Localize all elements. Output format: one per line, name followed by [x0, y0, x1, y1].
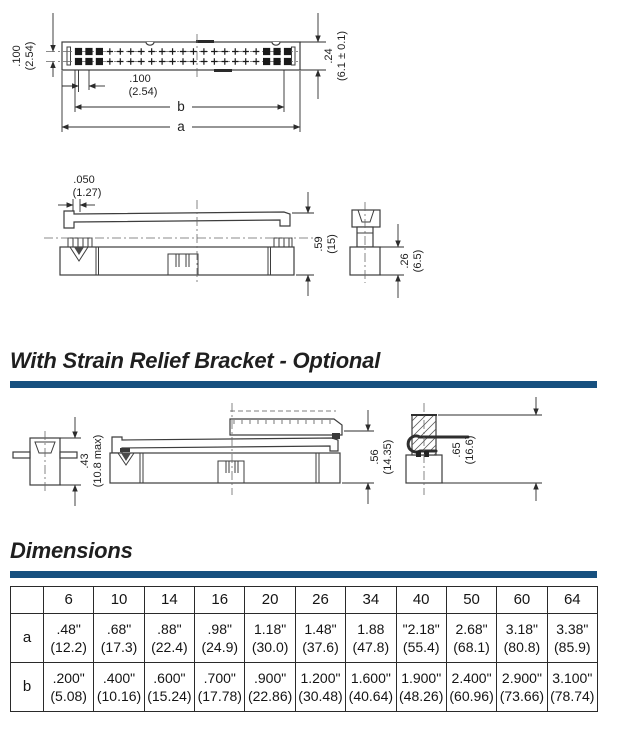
- col-header: 16: [195, 587, 245, 614]
- dim-side-height-mm: (15): [326, 234, 338, 254]
- table-header-row: [11, 587, 598, 614]
- table-cell: 1.200" (30.48): [295, 663, 345, 712]
- table-cell: "2.18" (55.4): [396, 614, 446, 663]
- dim-bracket-height: [60, 417, 104, 506]
- accent-bar-strain-relief: [10, 381, 597, 388]
- col-header: 50: [446, 587, 496, 614]
- dim-pitch-h-mm: (2.54): [128, 86, 158, 98]
- bracket-end-view-left: [13, 431, 77, 492]
- dim-bracket-mm: (10.8 max): [92, 434, 104, 488]
- dim-offset-mm: (1.27): [72, 187, 102, 199]
- col-header: 34: [346, 587, 396, 614]
- dim-key-in: .26: [399, 253, 411, 269]
- row-label: b: [11, 663, 44, 712]
- col-header: 64: [547, 587, 597, 614]
- table-cell: 3.100" (78.74): [547, 663, 597, 712]
- dim-pitch-h-in: .100: [129, 73, 151, 85]
- dim-row-pitch-vertical: [11, 13, 53, 77]
- col-header: 10: [94, 587, 144, 614]
- table-cell: 1.88 (47.8): [346, 614, 396, 663]
- dim-side-height: [292, 192, 338, 296]
- connector-side-view: [44, 200, 318, 284]
- table-cell: .700" (17.78): [195, 663, 245, 712]
- table-cell: 3.38" (85.9): [547, 614, 597, 663]
- table-row-b: [11, 663, 598, 712]
- table-cell: .68" (17.3): [94, 614, 144, 663]
- table-corner-cell: [11, 587, 44, 614]
- dim-a-label: a: [177, 119, 185, 134]
- dim-offset: [58, 174, 101, 212]
- table-cell: 3.18" (80.8): [497, 614, 547, 663]
- dim-overall-height: [438, 397, 542, 501]
- accent-bar-dimensions: [10, 571, 597, 578]
- col-header: 60: [497, 587, 547, 614]
- dim-assembled-height: [342, 410, 394, 504]
- table-cell: 1.18" (30.0): [245, 614, 295, 663]
- col-header: 20: [245, 587, 295, 614]
- col-header: 14: [144, 587, 194, 614]
- table-row-a: [11, 614, 598, 663]
- dimensions-table: [10, 586, 598, 712]
- dim-pitch-v-in: .100: [11, 45, 23, 67]
- connector-body-top-view: [46, 34, 300, 80]
- col-header: 40: [396, 587, 446, 614]
- connector-with-cable-side-view: [110, 403, 342, 495]
- dim-assembled-mm: (14.35): [382, 439, 394, 475]
- dim-bracket-in: .43: [79, 453, 91, 469]
- strain-relief-drawing: [0, 395, 627, 540]
- dim-key-mm: (6.5): [412, 249, 424, 273]
- col-header: 6: [44, 587, 94, 614]
- dim-col-pitch-horizontal: [62, 70, 157, 98]
- table-cell: .88" (22.4): [144, 614, 194, 663]
- keying-plug-end-view: [350, 202, 380, 283]
- row-label: a: [11, 614, 44, 663]
- col-header: 26: [295, 587, 345, 614]
- table-cell: 1.900" (48.26): [396, 663, 446, 712]
- dim-assembled-in: .56: [369, 449, 381, 465]
- dim-key-height: [380, 224, 424, 298]
- table-cell: .600" (15.24): [144, 663, 194, 712]
- table-cell: 1.48" (37.6): [295, 614, 345, 663]
- dim-height-in: .24: [323, 48, 335, 64]
- strain-relief-heading: With Strain Relief Bracket - Optional: [10, 348, 381, 373]
- table-cell: 2.900" (73.66): [497, 663, 547, 712]
- table-cell: .98" (24.9): [195, 614, 245, 663]
- table-cell: .48" (12.2): [44, 614, 94, 663]
- table-cell: .400" (10.16): [94, 663, 144, 712]
- table-cell: 2.400" (60.96): [446, 663, 496, 712]
- dim-height-mm: (6.1 ± 0.1): [336, 30, 348, 82]
- dim-side-height-in: .59: [313, 236, 325, 252]
- table-cell: .200" (5.08): [44, 663, 94, 712]
- table-cell: 1.600" (40.64): [346, 663, 396, 712]
- dim-offset-in: .050: [73, 174, 95, 186]
- dim-overall-in: .65: [451, 442, 463, 458]
- table-cell: .900" (22.86): [245, 663, 295, 712]
- dim-b: [75, 70, 284, 114]
- top-view-drawing: [0, 0, 627, 148]
- dim-pitch-v-mm: (2.54): [24, 41, 36, 71]
- dim-height: [300, 13, 348, 99]
- dim-overall-mm: (16.6): [464, 435, 476, 465]
- side-view-drawing: [0, 150, 627, 330]
- dimensions-heading: Dimensions: [10, 538, 133, 563]
- table-cell: 2.68" (68.1): [446, 614, 496, 663]
- dim-b-label: b: [177, 99, 185, 114]
